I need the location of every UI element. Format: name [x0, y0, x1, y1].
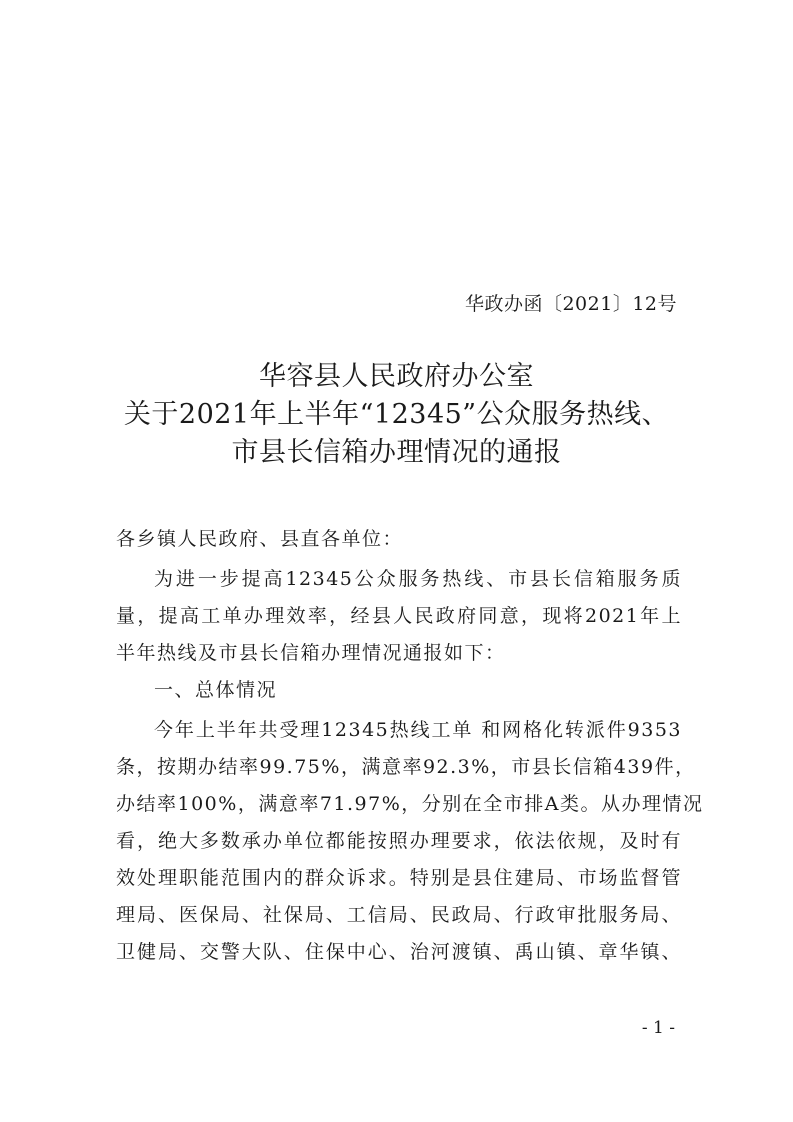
overview-paragraph — [116, 712, 704, 971]
salutation: 各乡镇人民政府、县直各单位： — [116, 528, 404, 550]
intro-line-2: 量，提高工单办理效率，经县人民政府同意，现将2021年上 — [116, 605, 682, 627]
overview-line-6: 理局、医保局、社保局、工信局、民政局、行政审批服务局、 — [116, 904, 682, 926]
title-line-1: 华容县人民政府办公室 — [259, 361, 534, 392]
overview-line-2: 条，按期办结率99.75%，满意率92.3%，市县长信箱439件， — [116, 756, 696, 778]
overview-line-5: 效处理职能范围内的群众诉求。特别是县住建局、市场监督管 — [116, 867, 682, 889]
overview-line-4: 看，绝大多数承办单位都能按照办理要求，依法依规，及时有 — [116, 830, 682, 852]
title-line-2: 关于2021年上半年“12345”公众服务热线、 — [123, 399, 670, 430]
intro-line-3: 半年热线及市县长信箱办理情况通报如下： — [116, 642, 506, 664]
intro-paragraph — [116, 561, 682, 672]
overview-line-3: 办结率100%，满意率71.97%，分别在全市排A类。从办理情况 — [116, 793, 704, 815]
document-title — [0, 358, 793, 472]
section-heading-overview: 一、总体情况 — [154, 679, 278, 701]
page-number: - 1 - — [641, 1018, 675, 1038]
title-line-3: 市县长信箱办理情况的通报 — [231, 437, 562, 468]
overview-line-1: 今年上半年共受理12345热线工单 和网格化转派件9353 — [154, 719, 682, 741]
document-number: 华政办函〔2021〕12号 — [464, 293, 677, 315]
intro-line-1: 为进一步提高12345公众服务热线、市县长信箱服务质 — [154, 568, 682, 590]
overview-line-7: 卫健局、交警大队、住保中心、治河渡镇、禹山镇、章华镇、 — [116, 941, 682, 963]
